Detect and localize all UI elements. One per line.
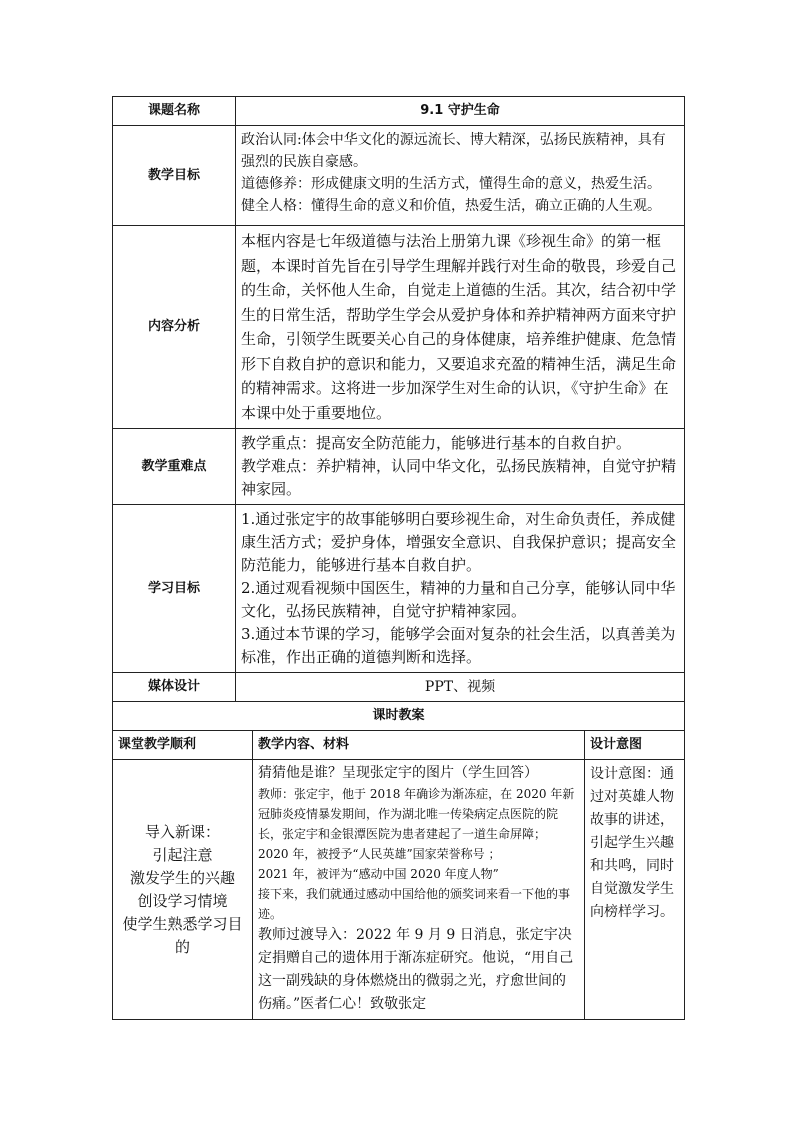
goal-personality: 健全人格：懂得生命的意义和价值，热爱生活，确立正确的人生观。 <box>241 198 661 214</box>
lesson-plan-page <box>112 96 684 1020</box>
col-material-header: 教学内容、材料 <box>253 731 585 760</box>
key-point: 教学重点：提高安全防范能力，能够进行基本的自救自护。 <box>241 434 632 452</box>
material-honor-2021: 2021 年，被评为“感动中国 2020 年度人物” <box>258 867 499 881</box>
material-teacher-intro: 教师：张定宇，他于 2018 年确诊为渐冻症，在 2020 年新冠肺炎疫情暴发期间，作为湖北唯一传染病定点医院的院长，张定宇和金银潭医院为患者建起了一道生命屏障； <box>258 787 575 841</box>
material-cell <box>253 760 585 1020</box>
plan-header: 课时教案 <box>113 702 685 731</box>
learning-cell <box>236 505 685 673</box>
col-intent-header: 设计意图 <box>585 731 685 760</box>
content-row <box>113 226 685 429</box>
keypoints-cell <box>236 429 685 505</box>
learning-goal-3: 3.通过本节课的学习，能够学会面对复杂的社会生活，以真善美为标准，作出正确的道德判断和选择。 <box>241 625 676 666</box>
plan-body-row <box>113 760 685 1020</box>
learning-label: 学习目标 <box>113 505 236 673</box>
col-steps-header: 课堂教学顺利 <box>113 731 253 760</box>
lesson-plan-table <box>112 96 685 1020</box>
step-cell: 导入新课： 引起注意 激发学生的兴趣 创设学习情境 使学生熟悉学习目的 <box>113 760 253 1020</box>
goals-cell <box>236 126 685 226</box>
media-label: 媒体设计 <box>113 673 236 702</box>
topic-label: 课题名称 <box>113 97 236 126</box>
content-cell: 本框内容是七年级道德与法治上册第九课《珍视生命》的第一框题，本课时首先旨在引导学生理解并践行对生命的敬畏，珍爱自己的生命，关怀他人生命，自觉走上道德的生活。其次，结合初中学生的日常生活，帮助学生学会从爱护身体和养护精神两方面来守护生命，引领学生既要关心自己的身体健康，培养维护健康、危急情形下自救自护的意识和能力，又要追求充盈的精神生活，满足生命的精神需求。这将进一步加深学生对生命的认识，《守护生命》在本课中处于重要地位。 <box>236 226 685 429</box>
goals-row <box>113 126 685 226</box>
media-value: PPT、视频 <box>236 673 685 702</box>
keypoints-row <box>113 429 685 505</box>
learning-goal-1: 1.通过张定宇的故事能够明白要珍视生命，对生命负责任，养成健康生活方式；爱护身体，增强安全意识、自我保护意识；提高安全防范能力，能够进行基本自救自护。 <box>241 510 677 574</box>
goal-moral: 道德修养：形成健康文明的生活方式，懂得生命的意义，热爱生活。 <box>241 176 661 192</box>
topic-value: 9.1 守护生命 <box>236 97 685 126</box>
learning-goal-2: 2.通过观看视频中国医生，精神的力量和自己分享，能够认同中华文化，弘扬民族精神，自觉守护精神家园。 <box>241 579 676 620</box>
plan-columns-row <box>113 731 685 760</box>
material-transition: 接下来，我们就通过感动中国给他的颁奖词来看一下他的事迹。 <box>258 887 571 921</box>
keypoints-label: 教学重难点 <box>113 429 236 505</box>
intent-cell: 设计意图：通过对英雄人物故事的讲述，引起学生兴趣和共鸣，同时自觉激发学生向榜样学习。 <box>585 760 685 1020</box>
learning-row <box>113 505 685 673</box>
topic-row <box>113 97 685 126</box>
difficult-point: 教学难点：养护精神，认同中华文化，弘扬民族精神，自觉守护精神家园。 <box>241 457 677 498</box>
material-question: 猜猜他是谁？呈现张定宇的图片（学生回答） <box>258 765 538 781</box>
plan-header-row <box>113 702 685 731</box>
content-label: 内容分析 <box>113 226 236 429</box>
material-honor-2020: 2020 年，被授予“人民英雄”国家荣誉称号 ； <box>258 847 501 861</box>
goal-political: 政治认同:体会中华文化的源远流长、博大精深，弘扬民族精神，具有强烈的民族自豪感。 <box>241 132 666 170</box>
goals-label: 教学目标 <box>113 126 236 226</box>
media-row <box>113 673 685 702</box>
material-donation: 教师过渡导入：2022 年 9 月 9 日消息，张定宇决定捐赠自己的遗体用于渐冻症研究。他说，“用自己这一副残缺的身体燃烧出的微弱之光，疗愈世间的伤痛。”医者仁心！致敬张定 <box>258 927 574 1012</box>
